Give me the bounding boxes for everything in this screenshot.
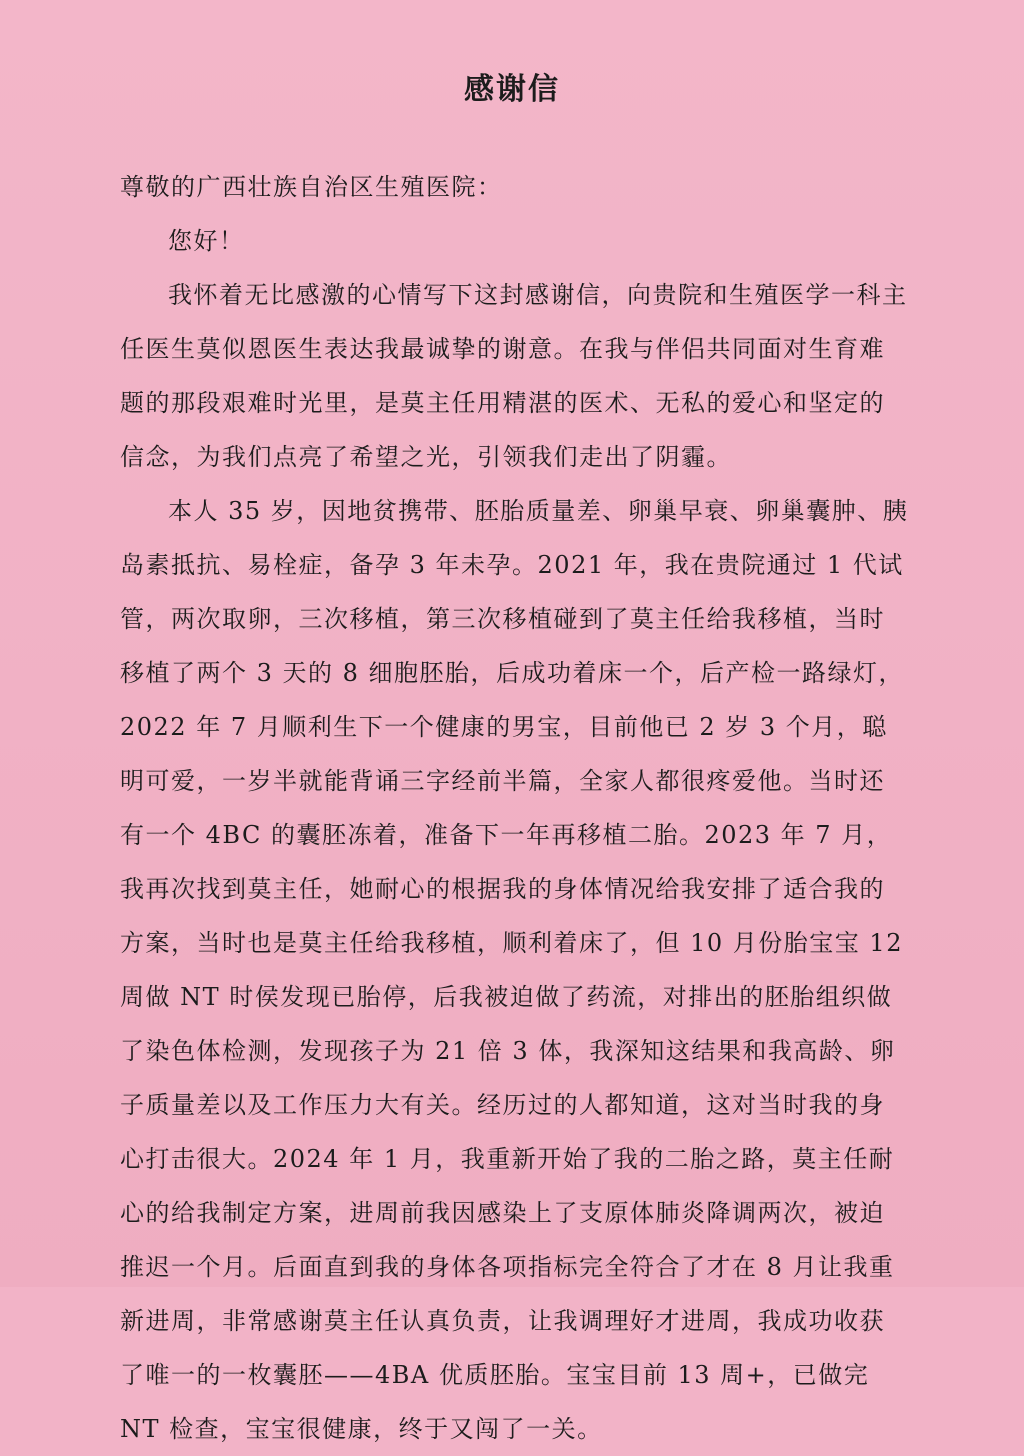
letter-paragraph: 我怀着无比感激的心情写下这封感谢信，向贵院和生殖医学一科主任医生莫似恩医生表达我最诚挚的谢意。在我与伴侣共同面对生育难题的那段艰难时光里，是莫主任用精湛的医术、无私的爱心和坚定的信念，为我们点亮了希望之光，引领我们走出了阴霾。	[120, 281, 908, 471]
letter-salutation: 尊敬的广西壮族自治区生殖医院：	[120, 173, 503, 201]
letter-paragraph: 本人 35 岁，因地贫携带、胚胎质量差、卵巢早衰、卵巢囊肿、胰岛素抵抗、易栓症，备孕 3 年未孕。2021 年，我在贵院通过 1 代试管，两次取卵，三次移植，第三次移植碰到了莫主任给我移植，当时移植了两个 3 天的 8 细胞胚胎，后成功着床一个，后产检一路绿灯，2022 年 7 月顺利生下一个健康的男宝，目前他已 2 岁 3 个月，聪明可爱，一岁半就能背诵三字经前半篇，全家人都很疼爱他。当时还有一个 4BC 的囊胚冻着，准备下一年再移植二胎。2023 年 7 月，我再次找到莫主任，她耐心的根据我的身体情况给我安排了适合我的方案，当时也是莫主任给我移植，顺利着床了，但 10 月份胎宝宝 12 周做 NT 时侯发现已胎停，后我被迫做了药流，对排出的胚胎组织做了染色体检测，发现孩子为 21 倍 3 体，我深知这结果和我高龄、卵子质量差以及工作压力大有关。经历过的人都知道，这对当时我的身心打击很大。2024 年 1 月，我重新开始了我的二胎之路，莫主任耐心的给我制定方案，进周前我因感染上了支原体肺炎降调两次，被迫推迟一个月。后面直到我的身体各项指标完全符合了才在 8 月让我重新进周，非常感谢莫主任认真负责，让我调理好才进周，我成功收获了唯一的一枚囊胚——4BA 优质胚胎。宝宝目前 13 周+，已做完 NT 检查，宝宝很健康，终于又闯了一关。	[120, 497, 909, 1443]
letter-title: 感谢信	[464, 72, 560, 107]
letter-greeting: 您好！	[168, 227, 245, 255]
letter-body	[120, 160, 910, 1456]
